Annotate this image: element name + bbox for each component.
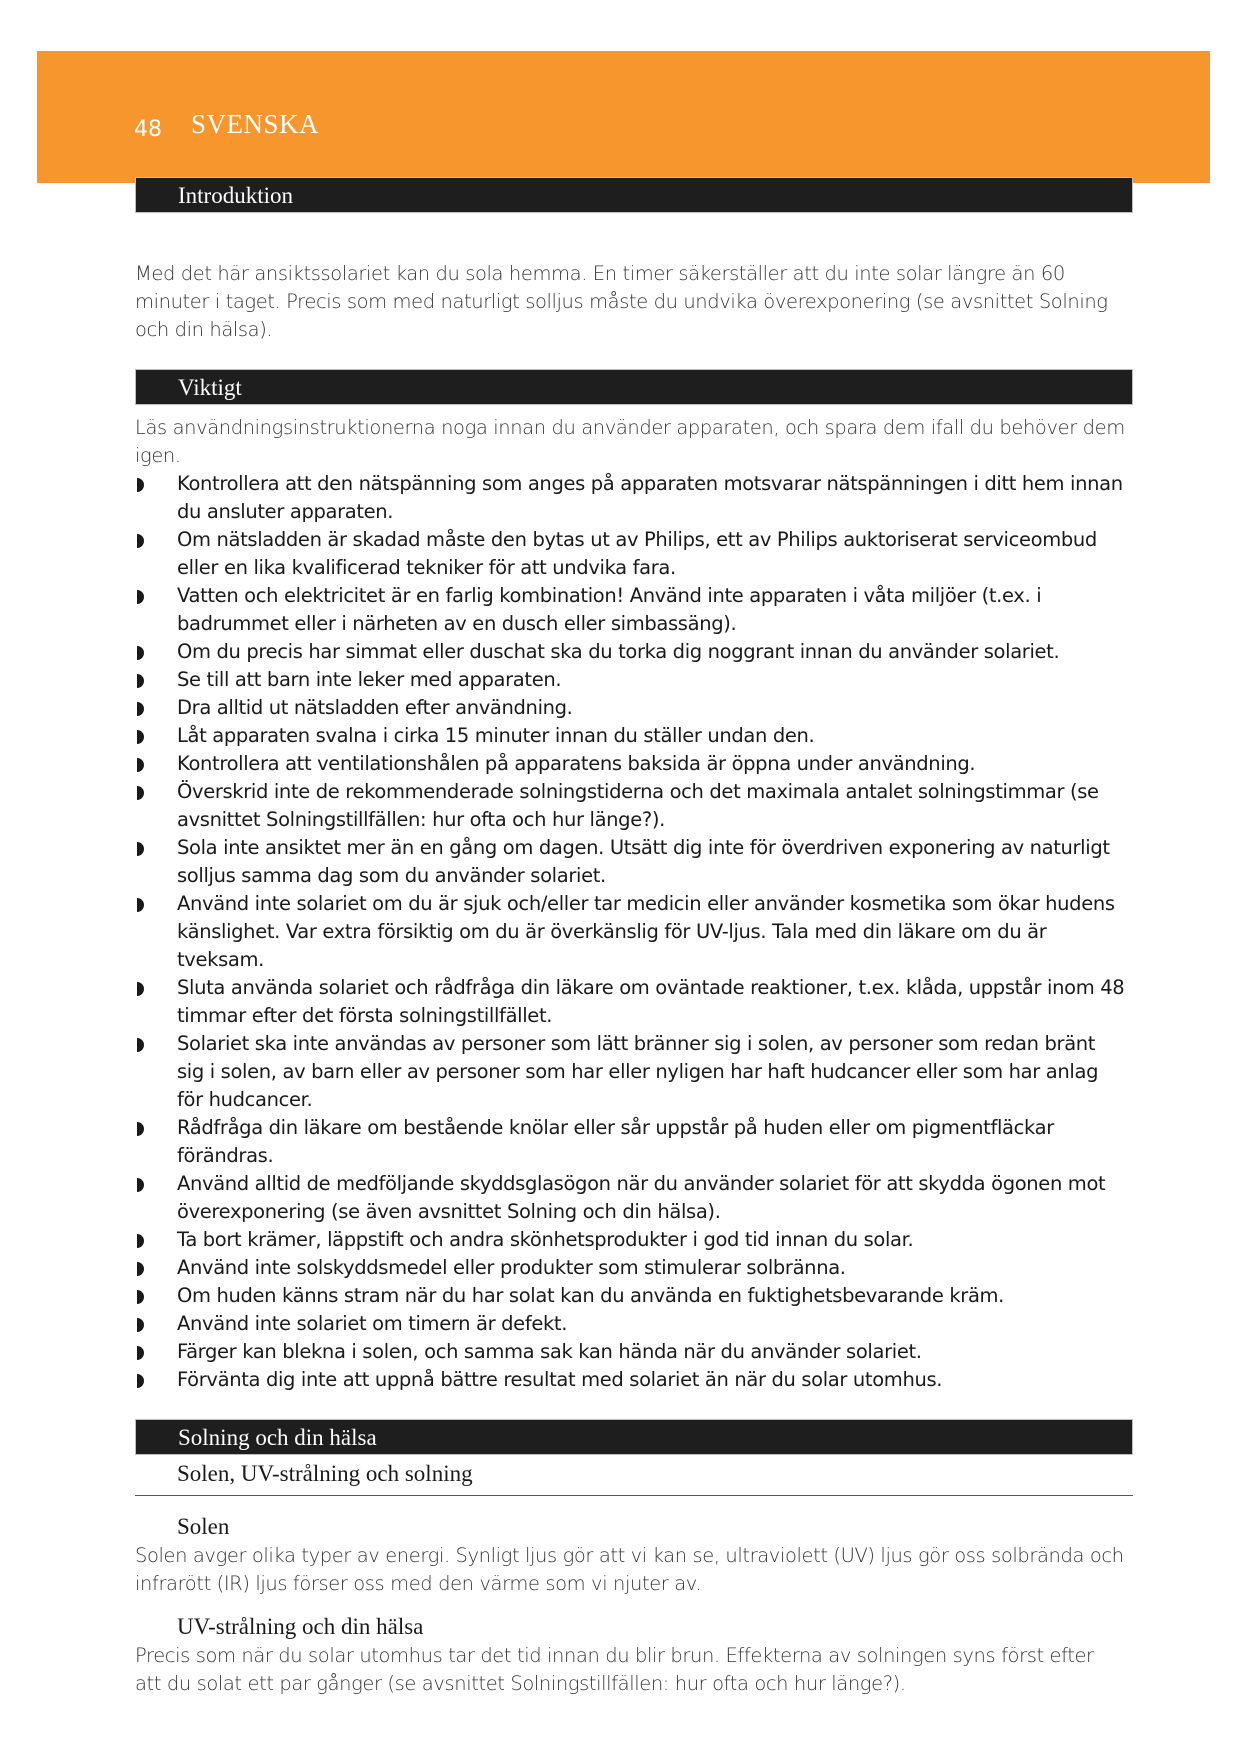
list-item xyxy=(135,1338,1125,1366)
list-item xyxy=(135,582,1125,638)
bullet-icon xyxy=(137,646,144,660)
list-item-text: Om huden känns stram när du har solat kan du använda en fuktighetsbevarande kräm. xyxy=(177,1284,1005,1307)
list-item xyxy=(135,974,1125,1030)
bullet-icon xyxy=(137,1178,144,1192)
list-item xyxy=(135,890,1125,974)
list-item-text: Använd inte solariet om timern är defekt. xyxy=(177,1312,568,1335)
bullet-icon xyxy=(137,730,144,744)
topic-heading-sun: Solen xyxy=(177,1514,230,1539)
list-item-text: Överskrid inte de rekommenderade solningstiderna och det maximala antalet solningstimmar (se avsnittet Solningstillfällen: hur ofta och hur länge?). xyxy=(177,780,1099,831)
list-item-text: Förvänta dig inte att uppnå bättre resultat med solariet än när du solar utomhus. xyxy=(177,1368,943,1391)
bullet-icon xyxy=(137,1290,144,1304)
list-item xyxy=(135,638,1125,666)
intro-paragraph: Med det här ansiktssolariet kan du sola hemma. En timer säkerställer att du inte solar längre än 60 minuter i taget. Precis som med naturligt solljus måste du undvika överexponering (se avsnittet Solning och din hälsa). xyxy=(135,262,1108,341)
page-content xyxy=(135,177,1125,1698)
list-item-text: Sluta använda solariet och rådfråga din läkare om oväntade reaktioner, t.ex. klåda, uppstår inom 48 timmar efter det första solningstillfället. xyxy=(177,976,1125,1027)
bullet-icon xyxy=(137,590,144,604)
bullet-icon xyxy=(137,898,144,912)
list-item-text: Färger kan blekna i solen, och samma sak kan hända när du använder solariet. xyxy=(177,1340,922,1363)
section-heading-important: Viktigt xyxy=(135,369,1133,405)
bullet-icon xyxy=(137,1262,144,1276)
list-item-text: Använd alltid de medföljande skyddsglasögon när du använder solariet för att skydda ögonen mot överexponering (se även avsnittet Solning och din hälsa). xyxy=(177,1172,1106,1223)
subsection-heading: Solen, UV-strålning och solning xyxy=(135,1455,1133,1496)
list-item-text: Vatten och elektricitet är en farlig kombination! Använd inte apparaten i våta miljöer (t.ex. i badrummet eller i närheten av en dusch eller simbassäng). xyxy=(177,584,1042,635)
topic-heading-uv-health: UV-strålning och din hälsa xyxy=(177,1614,424,1639)
bullet-icon xyxy=(137,982,144,996)
list-item xyxy=(135,1114,1125,1170)
list-item-text: Använd inte solskyddsmedel eller produkter som stimulerar solbränna. xyxy=(177,1256,846,1279)
list-item xyxy=(135,1226,1125,1254)
list-item xyxy=(135,526,1125,582)
bullet-icon xyxy=(137,702,144,716)
page-number: 48 xyxy=(134,117,162,142)
list-item-text: Låt apparaten svalna i cirka 15 minuter innan du ställer undan den. xyxy=(177,724,815,747)
bullet-icon xyxy=(137,1234,144,1248)
list-item-text: Solariet ska inte användas av personer som lätt bränner sig i solen, av personer som redan bränt sig i solen, av barn eller av personer som har eller nyligen har haft hudcancer eller som har anlag för hudcancer. xyxy=(177,1032,1099,1111)
list-item-text: Se till att barn inte leker med apparaten. xyxy=(177,668,562,691)
topic-paragraph-sun: Solen avger olika typer av energi. Synligt ljus gör att vi kan se, ultraviolett (UV) ljus gör oss solbrända och infrarött (IR) ljus förser oss med den värme som vi njuter av. xyxy=(135,1544,1124,1595)
list-item-text: Använd inte solariet om du är sjuk och/eller tar medicin eller använder kosmetika som ökar hudens känslighet. Var extra försiktig om du är överkänslig för UV-ljus. Tala med din läkare om du är tveksam. xyxy=(177,892,1115,971)
safety-bullet-list xyxy=(135,470,1125,1394)
language-label: SVENSKA xyxy=(191,109,320,139)
header-bar xyxy=(37,51,1210,183)
bullet-icon xyxy=(137,758,144,772)
list-item-text: Kontrollera att den nätspänning som anges på apparaten motsvarar nätspänningen i ditt hem innan du ansluter apparaten. xyxy=(177,472,1123,523)
list-item-text: Om du precis har simmat eller duschat ska du torka dig noggrant innan du använder solariet. xyxy=(177,640,1060,663)
bullet-icon xyxy=(137,1374,144,1388)
list-item xyxy=(135,694,1125,722)
list-item-text: Om nätsladden är skadad måste den bytas ut av Philips, ett av Philips auktoriserat serviceombud eller en lika kvalificerad tekniker för att undvika fara. xyxy=(177,528,1097,579)
bullet-icon xyxy=(137,842,144,856)
list-item xyxy=(135,470,1125,526)
important-intro-paragraph: Läs användningsinstruktionerna noga innan du använder apparaten, och spara dem ifall du behöver dem igen. xyxy=(135,416,1125,467)
list-item-text: Dra alltid ut nätsladden efter användning. xyxy=(177,696,573,719)
list-item-text: Ta bort krämer, läppstift och andra skönhetsprodukter i god tid innan du solar. xyxy=(177,1228,914,1251)
list-item xyxy=(135,750,1125,778)
list-item-text: Kontrollera att ventilationshålen på apparatens baksida är öppna under användning. xyxy=(177,752,976,775)
list-item-text: Rådfråga din läkare om bestående knölar eller sår uppstår på huden eller om pigmentfläckar förändras. xyxy=(177,1116,1054,1167)
list-item xyxy=(135,834,1125,890)
bullet-icon xyxy=(137,786,144,800)
bullet-icon xyxy=(137,534,144,548)
list-item xyxy=(135,1282,1125,1310)
topic-paragraph-uv-health: Precis som när du solar utomhus tar det tid innan du blir brun. Effekterna av solningen syns först efter att du solat ett par gånger (se avsnittet Solningstillfällen: hur ofta och hur länge?). xyxy=(135,1644,1094,1695)
list-item xyxy=(135,1170,1125,1226)
list-item xyxy=(135,666,1125,694)
list-item xyxy=(135,1366,1125,1394)
bullet-icon xyxy=(137,1122,144,1136)
bullet-icon xyxy=(137,1318,144,1332)
bullet-icon xyxy=(137,1038,144,1052)
list-item xyxy=(135,1310,1125,1338)
bullet-icon xyxy=(137,1346,144,1360)
list-item xyxy=(135,1254,1125,1282)
section-heading-introduction: Introduktion xyxy=(135,177,1133,213)
list-item-text: Sola inte ansiktet mer än en gång om dagen. Utsätt dig inte för överdriven exponering av naturligt solljus samma dag som du använder solariet. xyxy=(177,836,1110,887)
list-item xyxy=(135,778,1125,834)
list-item xyxy=(135,1030,1125,1114)
bullet-icon xyxy=(137,478,144,492)
list-item xyxy=(135,722,1125,750)
section-heading-health: Solning och din hälsa xyxy=(135,1419,1133,1455)
bullet-icon xyxy=(137,674,144,688)
